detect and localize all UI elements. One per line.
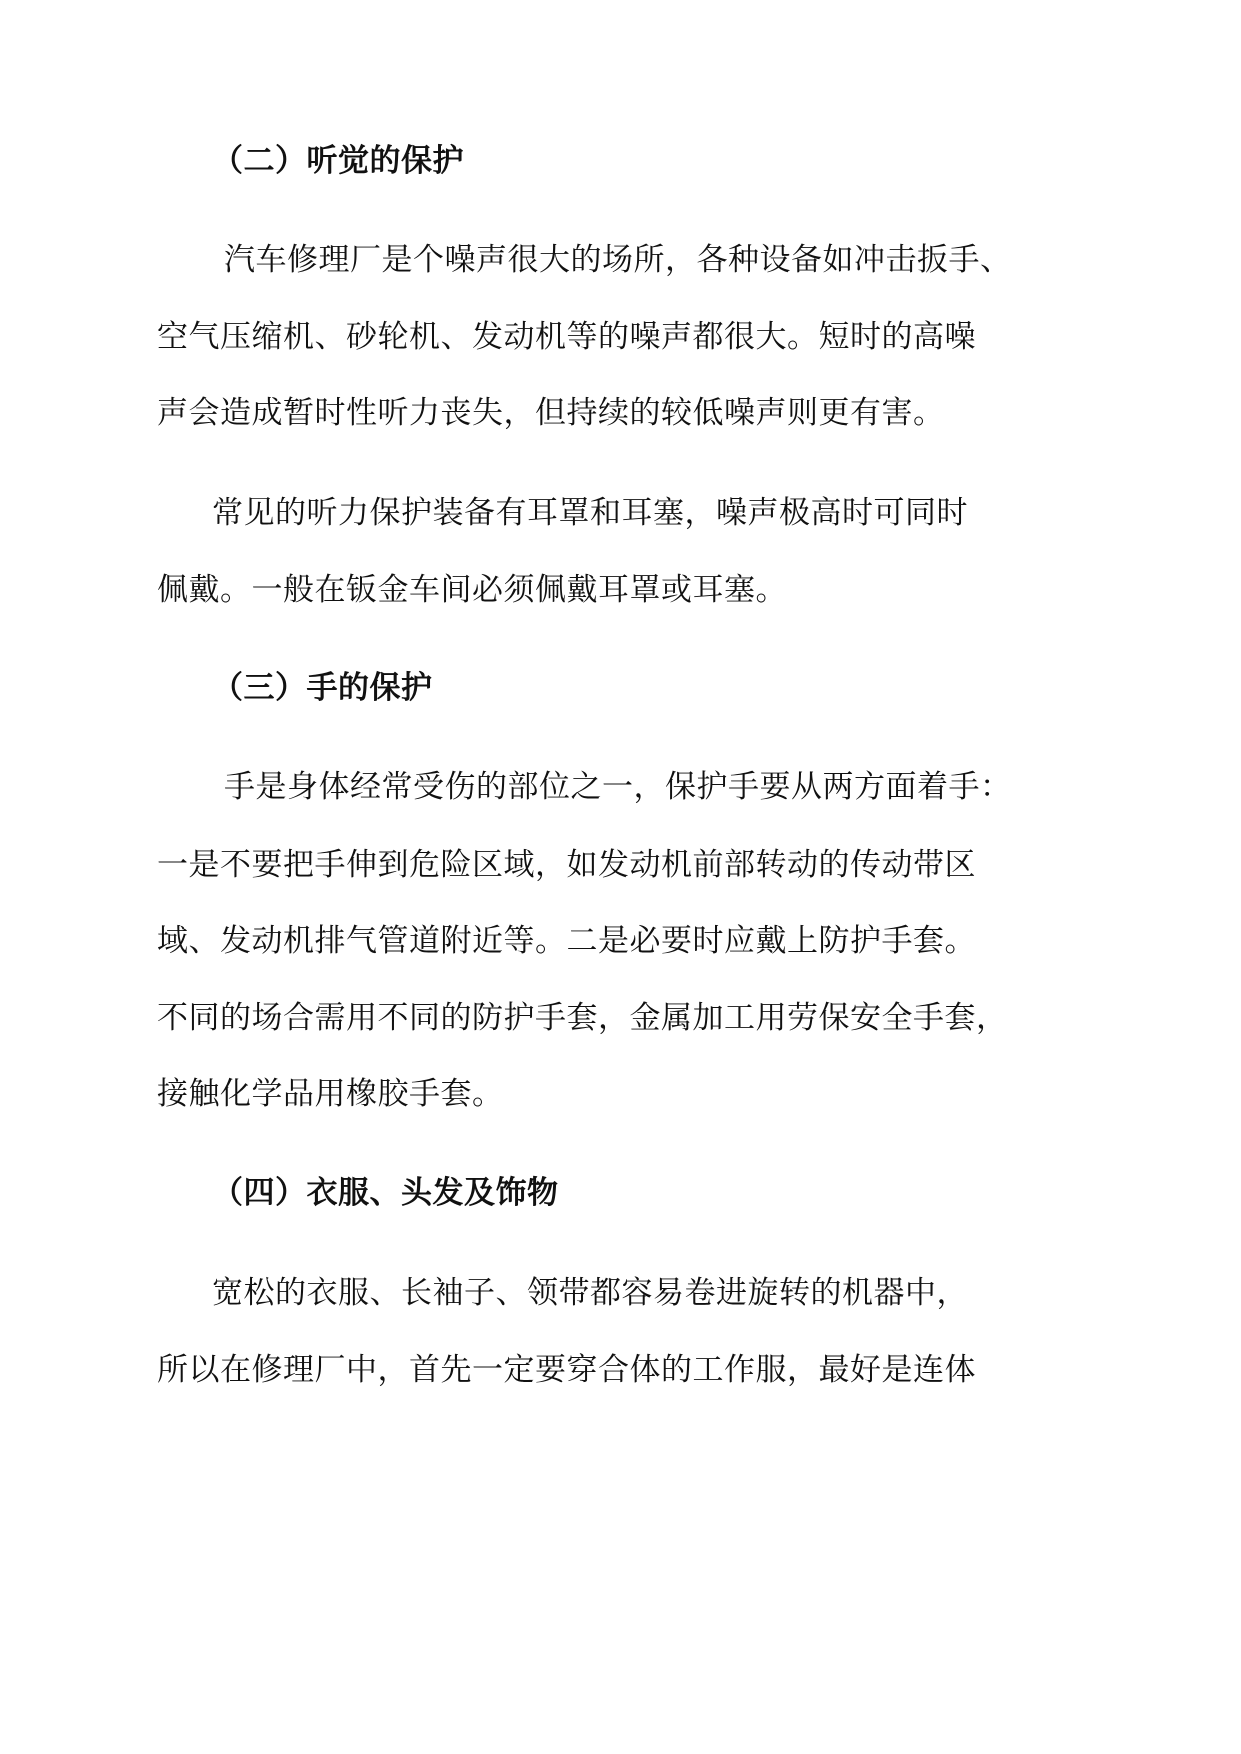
- paragraph-line: 不同的场合需用不同的防护手套，金属加工用劳保安全手套，: [157, 1000, 1008, 1036]
- paragraph-line: 空气压缩机、砂轮机、发动机等的噪声都很大。短时的高噪: [157, 319, 976, 355]
- section-heading-clothing: （四）衣服、头发及饰物: [212, 1175, 559, 1211]
- paragraph-line: 手是身体经常受伤的部位之一，保护手要从两方面着手：: [224, 769, 1012, 805]
- paragraph-line: 一是不要把手伸到危险区域，如发动机前部转动的传动带区: [157, 847, 976, 883]
- paragraph-line: 声会造成暂时性听力丧失，但持续的较低噪声则更有害。: [157, 395, 945, 431]
- section-heading-hearing: （二）听觉的保护: [212, 143, 464, 179]
- paragraph-line: 佩戴。一般在钣金车间必须佩戴耳罩或耳塞。: [157, 572, 787, 608]
- paragraph-line: 所以在修理厂中，首先一定要穿合体的工作服，最好是连体: [157, 1352, 976, 1388]
- paragraph-line: 常见的听力保护装备有耳罩和耳塞，噪声极高时可同时: [212, 495, 968, 531]
- paragraph-line: 接触化学品用橡胶手套。: [157, 1076, 504, 1112]
- paragraph-line: 汽车修理厂是个噪声很大的场所，各种设备如冲击扳手、: [224, 242, 1012, 278]
- paragraph-line: 域、发动机排气管道附近等。二是必要时应戴上防护手套。: [157, 923, 976, 959]
- section-heading-hands: （三）手的保护: [212, 670, 433, 706]
- paragraph-line: 宽松的衣服、长袖子、领带都容易卷进旋转的机器中，: [212, 1275, 968, 1311]
